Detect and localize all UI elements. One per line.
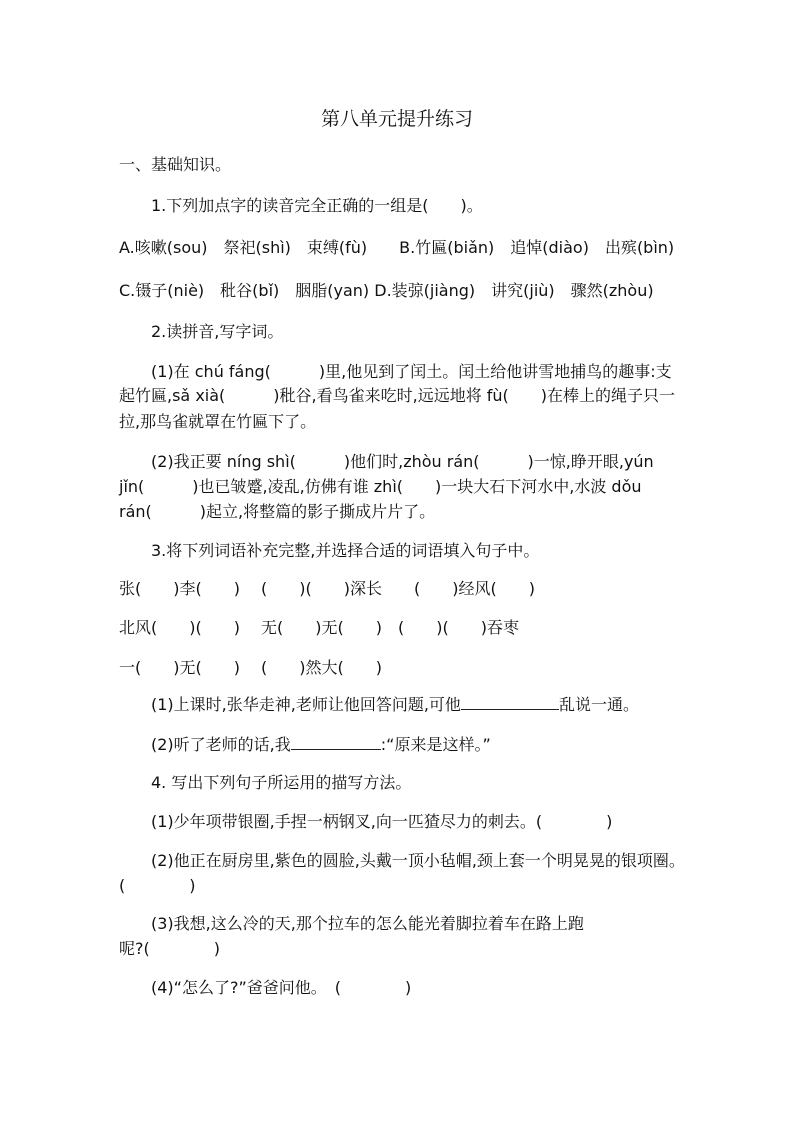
section-heading: 一、基础知识。: [119, 155, 232, 174]
q1-stem: 1.下列加点字的读音完全正确的一组是( )。: [151, 196, 483, 215]
q2-p2-line1: (2)我正要 níng shì( )他们时,zhòu rán( )一惊,睁开眼,yún: [151, 452, 654, 471]
answer-blank[interactable]: [461, 693, 559, 710]
q3-sentence1: [151, 693, 639, 717]
q1-options-cd: C.镊子(niè) 秕谷(bǐ) 胭脂(yan) D.装弶(jiàng) 讲究(jiù) 骤然(zhòu): [119, 281, 654, 300]
q4-sentence2-line2: ( ): [119, 876, 196, 895]
q4-sentence2-line1: (2)他正在厨房里,紫色的圆脸,头戴一顶小毡帽,颈上套一个明晃晃的银项圈。: [151, 851, 685, 870]
q3-sentence1-text: (1)上课时,张华走神,老师让他回答问题,可他: [151, 695, 461, 714]
q1-options-ab: A.咳嗽(sou) 祭祀(shì) 束缚(fù) B.竹匾(biǎn) 追悼(diào) 出殡(bìn): [119, 238, 675, 257]
q4-sentence1: (1)少年项带银圈,手捏一柄钢叉,向一匹猹尽力的刺去。( ): [151, 812, 613, 831]
q4-stem: 4. 写出下列句子所运用的描写方法。: [151, 773, 412, 792]
q2-p2-line2: jǐn( )也已皱蹙,凌乱,仿佛有谁 zhì( )一块大石下河水中,水波 dǒu: [119, 477, 642, 496]
q2-p1-line1: (1)在 chú fáng( )里,他见到了闰土。闰土给他讲雪地捕鸟的趣事:支: [151, 362, 672, 381]
q2-p2-line3: rán( )起立,将整篇的影子撕成片片了。: [119, 502, 436, 521]
q3-sentence2: [151, 733, 491, 757]
q2-p1-line3: 拉,那鸟雀就罩在竹匾下了。: [119, 412, 317, 431]
answer-blank[interactable]: [291, 733, 381, 750]
q3-stem: 3.将下列词语补充完整,并选择合适的词语填入句子中。: [151, 541, 540, 560]
q3-words-row1: 张( )李( ) ( )( )深长 ( )经风( ): [119, 579, 535, 598]
q3-words-row3: 一( )无( ) ( )然大( ): [119, 658, 383, 677]
q4-sentence3-line2: 呢?( ): [119, 939, 220, 958]
q3-sentence2-tail: :“原来是这样。”: [380, 735, 491, 754]
page-title: 第八单元提升练习: [320, 108, 473, 130]
q4-sentence3-line1: (3)我想,这么冷的天,那个拉车的怎么能光着脚拉着车在路上跑: [151, 914, 584, 933]
q3-sentence1-tail: 乱说一通。: [558, 695, 639, 714]
q3-sentence2-text: (2)听了老师的话,我: [151, 735, 291, 754]
q2-p1-line2: 起竹匾,sǎ xià( )秕谷,看鸟雀来吃时,远远地将 fù( )在棒上的绳子只一: [119, 386, 676, 405]
q4-sentence4: (4)“怎么了?”爸爸问他。 ( ): [151, 978, 412, 997]
q3-words-row2: 北风( )( ) 无( )无( ) ( )( )吞枣: [119, 618, 519, 637]
q2-stem: 2.读拼音,写字词。: [151, 322, 284, 341]
